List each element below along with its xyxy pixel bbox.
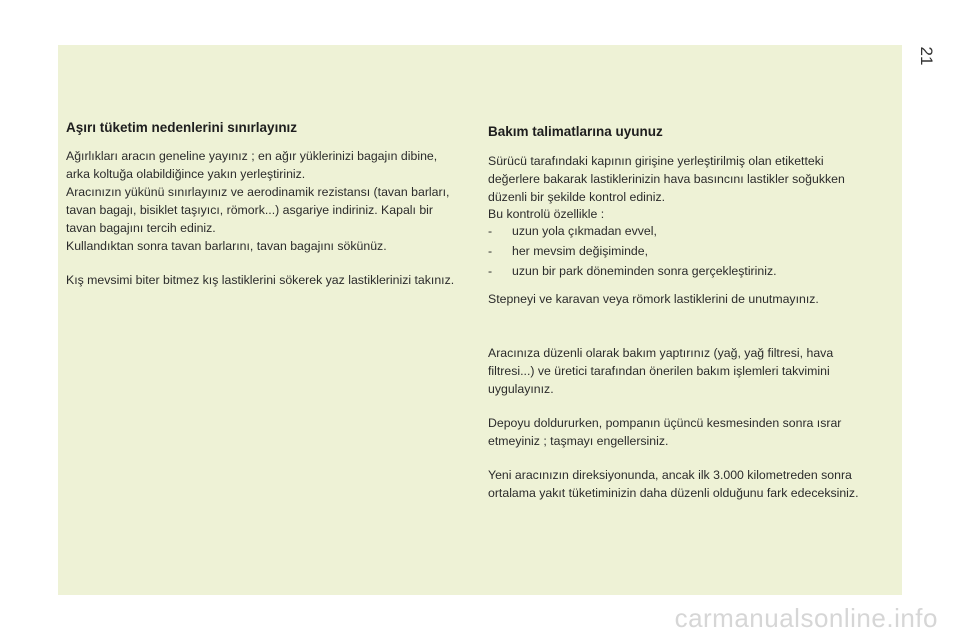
text-line: Aracınıza düzenli olarak bakım yaptırınız (yağ, yağ filtresi, hava — [488, 346, 834, 360]
text-line: Sürücü tarafındaki kapının girişine yerleştirilmiş olan etiketteki — [488, 154, 824, 168]
text-line: filtresi...) ve üretici tarafından önerilen bakım işlemleri takvimini — [488, 364, 830, 378]
list-item-text: uzun bir park döneminden sonra gerçekleştiriniz. — [512, 264, 777, 278]
list-item — [488, 222, 893, 240]
list-dash: - — [488, 264, 493, 278]
text-line: Ağırlıkları aracın geneline yayınız ; en ağır yüklerinizi bagajın dibine, — [66, 149, 438, 163]
page-number: 21 — [917, 46, 936, 66]
right-paragraph-d — [488, 414, 893, 450]
text-line: uygulayınız. — [488, 382, 554, 396]
text-line: Aracınızın yükünü sınırlayınız ve aerodinamik rezistansı (tavan barları, — [66, 185, 450, 199]
text-line: etmeyiniz ; taşmayı engellersiniz. — [488, 434, 669, 448]
text-line: Yeni aracınızın direksiyonunda, ancak ilk 3.000 kilometreden sonra — [488, 468, 852, 482]
list-item — [488, 262, 893, 280]
right-column — [488, 119, 893, 502]
text-line: düzenli bir şekilde kontrol ediniz. — [488, 190, 666, 204]
text-line: tavan bagajını tercih ediniz. — [66, 221, 216, 235]
list-item-text: her mevsim değişiminde, — [512, 244, 648, 258]
list-dash: - — [488, 224, 493, 238]
left-paragraph-a — [66, 147, 476, 255]
right-heading: Bakım talimatlarına uyunuz — [488, 124, 663, 139]
list-dash: - — [488, 244, 493, 258]
left-column — [66, 119, 476, 289]
right-paragraph-c — [488, 344, 893, 398]
right-paragraph-e — [488, 466, 893, 502]
text-line: ortalama yakıt tüketiminizin daha düzenli olduğunu fark edeceksiniz. — [488, 486, 859, 500]
text-line: tavan bagajı, bisiklet taşıyıcı, römork...) asgariye indiriniz. Kapalı bir — [66, 203, 434, 217]
text-line: Kullandıktan sonra tavan barlarını, tavan bagajını sökünüz. — [66, 239, 387, 253]
text-line: değerlere bakarak lastiklerinizin hava basıncını lastikler soğukken — [488, 172, 845, 186]
check-list — [488, 222, 893, 280]
left-heading: Aşırı tüketim nedenlerini sınırlayınız — [66, 120, 298, 135]
text-line: arka koltuğa olabildiğince yakın yerleştiriniz. — [66, 167, 306, 181]
left-paragraph-b: Kış mevsimi biter bitmez kış lastiklerini sökerek yaz lastiklerinizi takınız. — [66, 273, 455, 287]
list-item-text: uzun yola çıkmadan evvel, — [512, 224, 657, 238]
watermark: carmanualsonline.info — [674, 603, 938, 633]
text-line: Depoyu doldururken, pompanın üçüncü kesmesinden sonra ısrar — [488, 416, 842, 430]
right-paragraph-a — [488, 152, 893, 222]
right-paragraph-b: Stepneyi ve karavan veya römork lastiklerini de unutmayınız. — [488, 292, 819, 306]
text-line: Bu kontrolü özellikle : — [488, 207, 605, 221]
list-item — [488, 242, 893, 260]
